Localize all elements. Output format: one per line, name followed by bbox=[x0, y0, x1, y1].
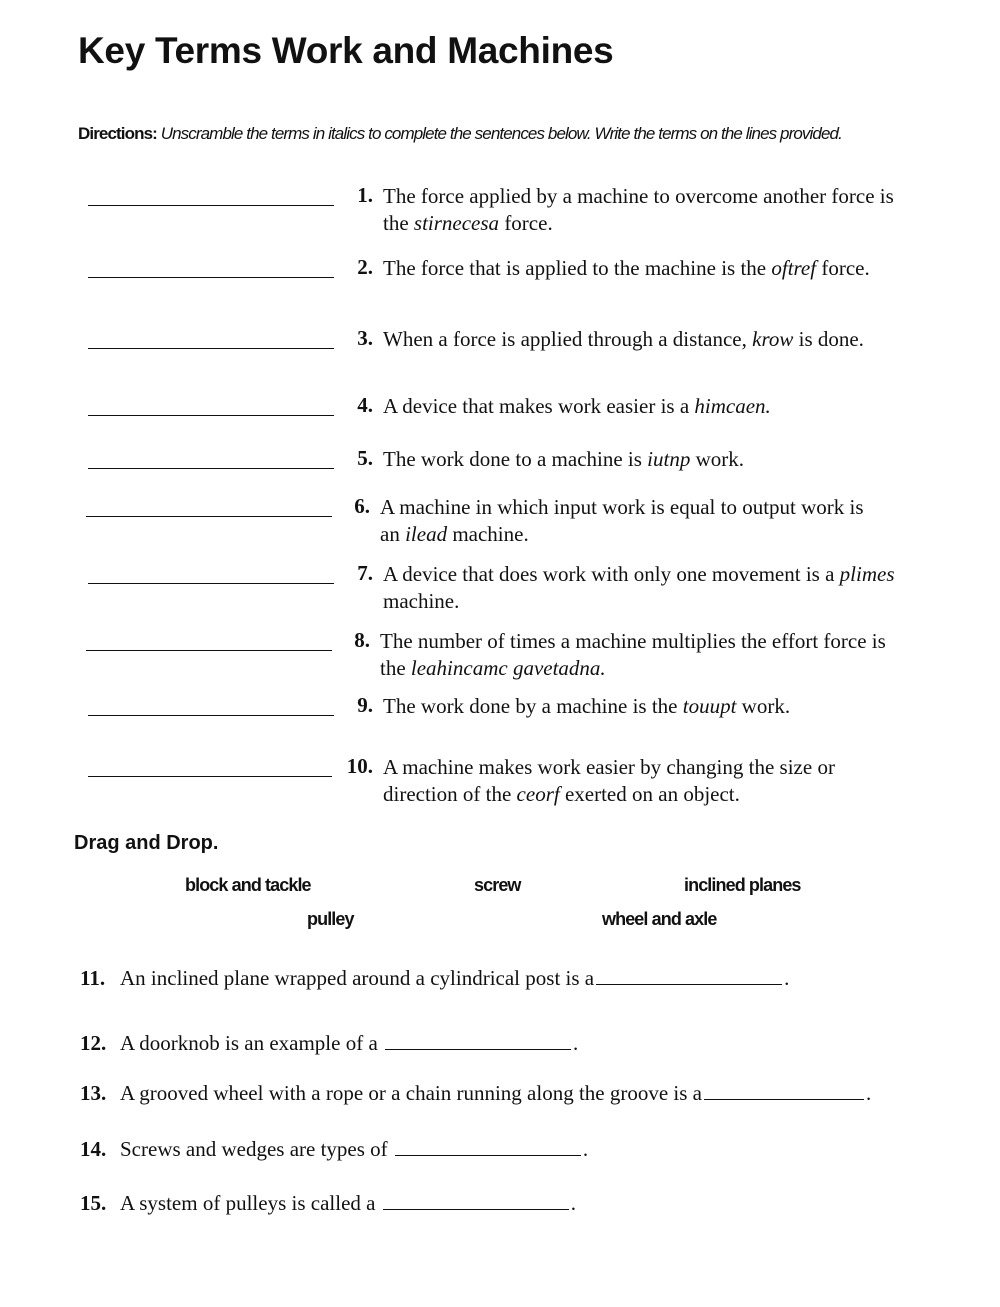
item-text: The force that is applied to the machine is the oftref force. bbox=[383, 256, 870, 280]
item-number: 3. bbox=[357, 326, 373, 350]
item-number: 2. bbox=[357, 255, 373, 279]
question-text: A doorknob is an example of a bbox=[120, 1031, 378, 1055]
drag-term-block-and-tackle[interactable]: block and tackle bbox=[185, 875, 311, 895]
list-item bbox=[0, 693, 1000, 753]
drop-target[interactable] bbox=[596, 964, 782, 985]
item-text: The work done by a machine is the touupt work. bbox=[383, 694, 791, 718]
item-number: 4. bbox=[357, 393, 373, 417]
question-number: 14. bbox=[80, 1137, 107, 1161]
question-text: An inclined plane wrapped around a cylindrical post is a bbox=[120, 966, 595, 990]
item-number: 6. bbox=[354, 494, 370, 518]
drag-drop-heading: Drag and Drop. bbox=[74, 832, 219, 854]
scrambled-term: ilead bbox=[405, 522, 448, 546]
scrambled-term: leahincamc gavetadna. bbox=[410, 656, 606, 680]
answer-line[interactable] bbox=[88, 715, 334, 716]
item-number: 10. bbox=[346, 754, 373, 778]
question-row: 12. A doorknob is an example of a . bbox=[80, 1031, 579, 1055]
answer-line[interactable] bbox=[86, 516, 332, 517]
scrambled-term: krow bbox=[752, 327, 794, 351]
scrambled-term: touupt bbox=[682, 694, 737, 718]
drop-target[interactable] bbox=[704, 1079, 864, 1100]
list-item bbox=[0, 183, 1000, 243]
item-text: The force applied by a machine to overcome another force is the stirnecesa force. bbox=[383, 184, 894, 235]
question-number: 12. bbox=[80, 1031, 107, 1055]
answer-line[interactable] bbox=[88, 415, 334, 416]
question-text: Screws and wedges are types of bbox=[120, 1137, 388, 1161]
drop-target[interactable] bbox=[383, 1189, 569, 1210]
item-text: When a force is applied through a distance, krow is done. bbox=[383, 327, 864, 351]
list-item bbox=[0, 494, 1000, 554]
question-row: 11. An inclined plane wrapped around a cylindrical post is a . bbox=[80, 966, 790, 990]
question-row: 15. A system of pulleys is called a . bbox=[80, 1191, 576, 1215]
drag-term-inclined-planes[interactable]: inclined planes bbox=[684, 875, 801, 895]
question-number: 13. bbox=[80, 1081, 107, 1105]
question-text: A grooved wheel with a rope or a chain running along the groove is a bbox=[120, 1081, 703, 1105]
item-text: A machine in which input work is equal to output work is an ilead machine. bbox=[380, 495, 864, 546]
scrambled-term: stirnecesa bbox=[413, 211, 500, 235]
list-item bbox=[0, 326, 1000, 386]
drag-term-screw[interactable]: screw bbox=[474, 875, 521, 895]
scrambled-term: oftref bbox=[771, 256, 817, 280]
item-text: A device that does work with only one movement is a plimes machine. bbox=[383, 562, 895, 613]
list-item bbox=[0, 393, 1000, 453]
item-number: 9. bbox=[357, 693, 373, 717]
scrambled-term: iutnp bbox=[647, 447, 691, 471]
question-number: 15. bbox=[80, 1191, 107, 1215]
question-row: 13. A grooved wheel with a rope or a chain running along the groove is a . bbox=[80, 1081, 872, 1105]
directions-label: Directions: bbox=[78, 124, 157, 143]
question-number: 11. bbox=[80, 966, 106, 990]
item-number: 1. bbox=[357, 183, 373, 207]
answer-line[interactable] bbox=[86, 650, 332, 651]
item-number: 8. bbox=[354, 628, 370, 652]
list-item bbox=[0, 754, 1000, 814]
drop-target[interactable] bbox=[395, 1135, 581, 1156]
item-number: 7. bbox=[357, 561, 373, 585]
answer-line[interactable] bbox=[88, 277, 334, 278]
scrambled-term: plimes bbox=[839, 562, 895, 586]
question-row: 14. Screws and wedges are types of . bbox=[80, 1137, 589, 1161]
directions bbox=[78, 124, 842, 144]
drag-term-pulley[interactable]: pulley bbox=[307, 909, 354, 929]
answer-line[interactable] bbox=[88, 583, 334, 584]
list-item bbox=[0, 255, 1000, 315]
item-text: The work done to a machine is iutnp work. bbox=[383, 447, 745, 471]
answer-line[interactable] bbox=[88, 348, 334, 349]
answer-line[interactable] bbox=[88, 468, 334, 469]
item-text: A device that makes work easier is a himcaen. bbox=[383, 394, 771, 418]
scrambled-term: himcaen. bbox=[694, 394, 771, 418]
list-item bbox=[0, 561, 1000, 621]
question-text: A system of pulleys is called a bbox=[120, 1191, 376, 1215]
item-text: The number of times a machine multiplies the effort force is the leahincamc gavetadna. bbox=[380, 629, 886, 680]
directions-text: Unscramble the terms in italics to complete the sentences below. Write the terms on the lines provided. bbox=[160, 124, 842, 143]
drag-term-wheel-and-axle[interactable]: wheel and axle bbox=[602, 909, 717, 929]
answer-line[interactable] bbox=[88, 776, 332, 777]
item-text: A machine makes work easier by changing the size or direction of the ceorf exerted on an object. bbox=[383, 755, 835, 806]
item-number: 5. bbox=[357, 446, 373, 470]
scrambled-term: ceorf bbox=[516, 782, 560, 806]
page-title: Key Terms Work and Machines bbox=[78, 30, 614, 71]
list-item bbox=[0, 628, 1000, 688]
drop-target[interactable] bbox=[385, 1029, 571, 1050]
answer-line[interactable] bbox=[88, 205, 334, 206]
